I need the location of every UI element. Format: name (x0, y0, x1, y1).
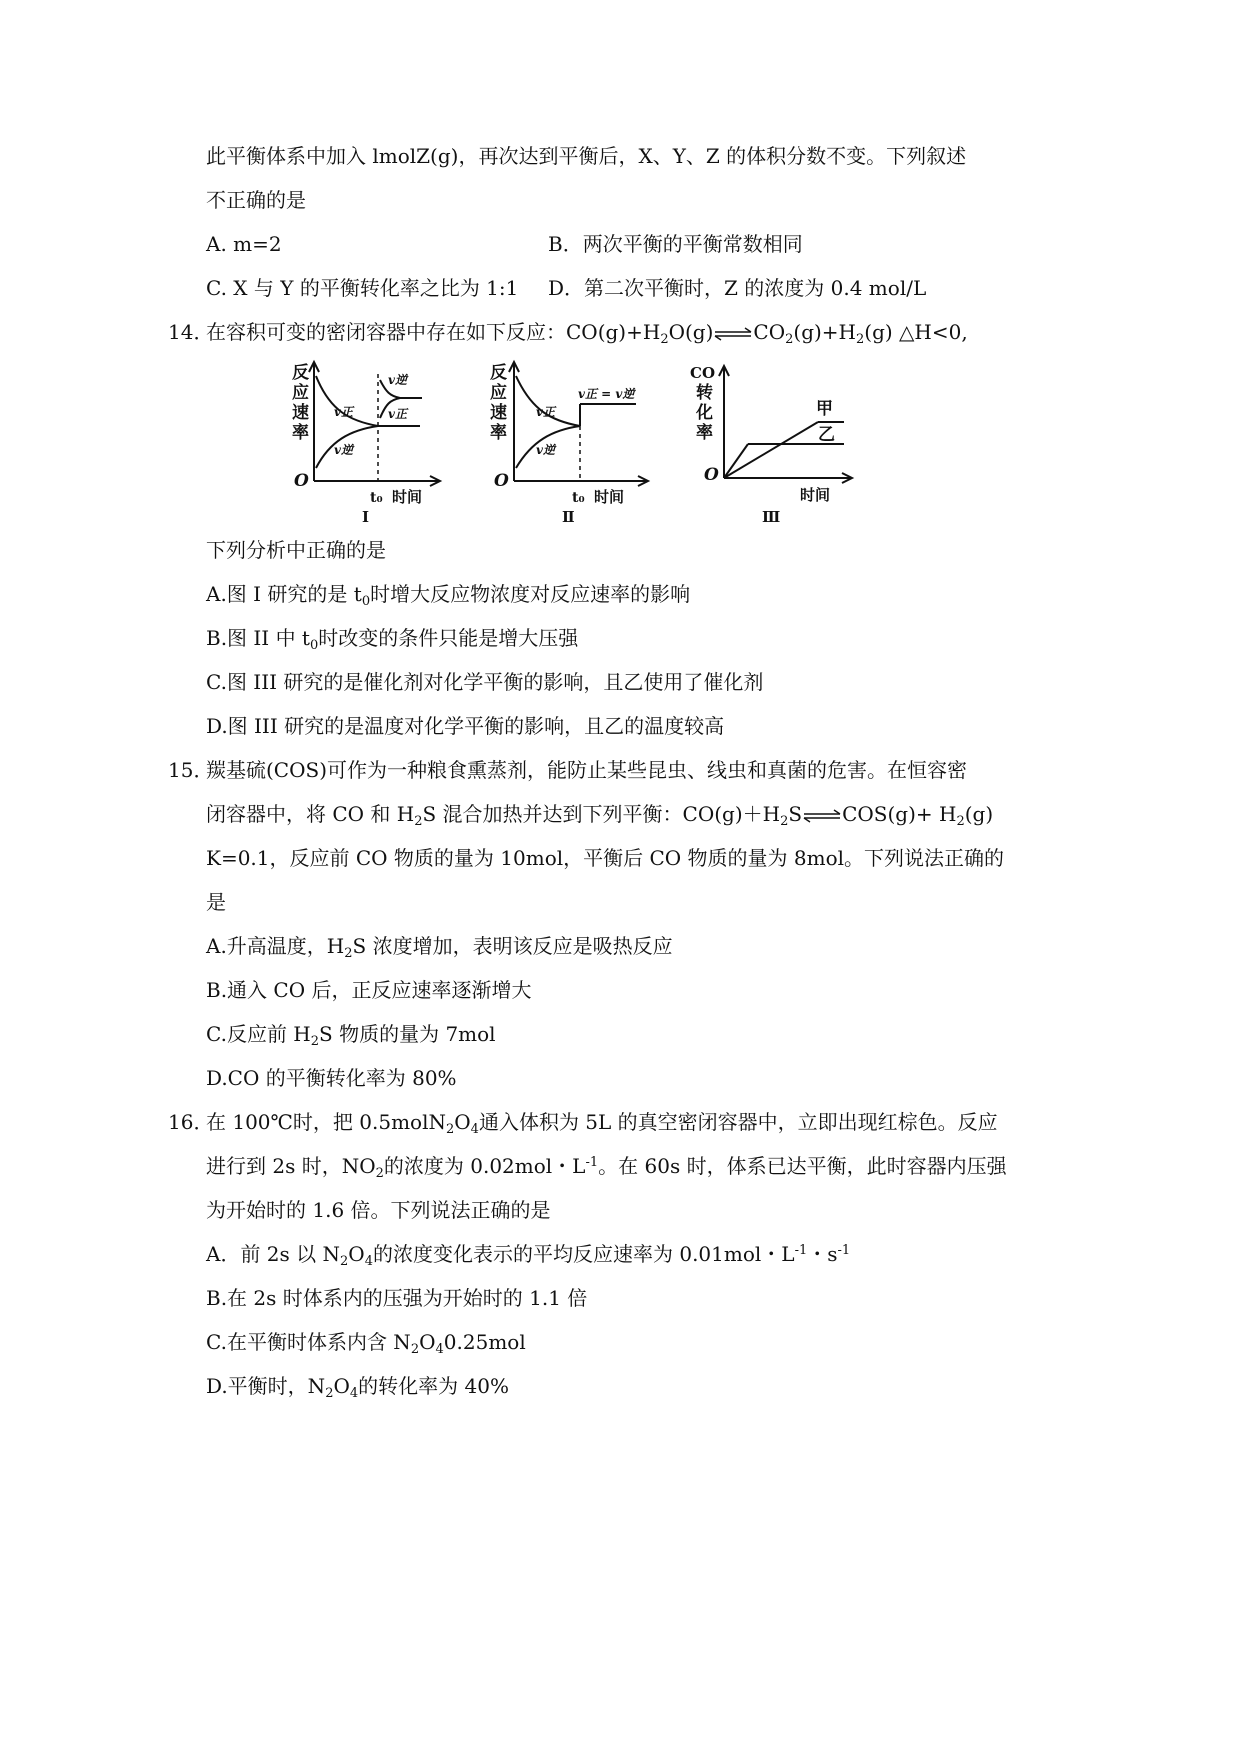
q13-option-c: C. X 与 Y 的平衡转化率之比为 1:1 (206, 276, 519, 300)
fig1-right-top: v逆 (388, 373, 407, 387)
q16-line2: 进行到 2s 时，$NO_2$的浓度为 0.02mol・$L^{-1}$。在 60s 时，体系已达平衡，此时容器内压强 (206, 1154, 1007, 1181)
q15-number: 15． (168, 758, 214, 782)
fig2-t0: t₀ (572, 490, 585, 506)
q15-option-b: B.通入 CO 后，正反应速率逐渐增大 (206, 978, 532, 1002)
q15-line2: 闭容器中，将 CO 和 $H_2S$ 混合加热并达到下列平衡：$CO(g)+H_2S$ $COS(g)+ H_2(g)$ (206, 802, 994, 829)
fig1-numeral: Ⅰ (362, 508, 370, 526)
fig3-xlabel: 时间 (800, 486, 831, 504)
fig1-origin: O (294, 471, 309, 491)
fig1-ylabel-1: 反 (292, 363, 309, 383)
q15-line4: 是 (206, 890, 226, 914)
q14-option-c: C.图 III 研究的是催化剂对化学平衡的影响，且乙使用了催化剂 (206, 670, 764, 694)
fig2-v1: v正 (536, 405, 555, 419)
fig2-origin: O (494, 471, 509, 491)
fig1-ylabel-4: 率 (292, 423, 309, 443)
fig2-ylabel-3: 速 (490, 403, 507, 423)
fig3-curve-yi: 乙 (818, 425, 835, 445)
q15-option-c: C.反应前 $H_2S$ 物质的量为 7mol (206, 1022, 496, 1049)
equilibrium-arrow-icon (713, 327, 753, 341)
fig3-ylabel-4: 率 (696, 423, 713, 443)
fig3-numeral: Ⅲ (762, 508, 781, 526)
fig2-xlabel: 时间 (594, 488, 625, 506)
q15-line1: 羰基硫(COS)可作为一种粮食熏蒸剂，能防止某些昆虫、线虫和真菌的危害。在恒容密 (206, 758, 968, 782)
q14-figures (270, 356, 870, 526)
fig3-ylabel-3: 化 (696, 403, 713, 423)
q13-line1: 此平衡体系中加入 lmolZ(g)，再次达到平衡后，X、Y、Z 的体积分数不变。下列叙述 (206, 144, 967, 168)
q14-option-b: B.图 II 中 $t_0$时改变的条件只能是增大压强 (206, 626, 579, 653)
fig1-xlabel: 时间 (392, 488, 423, 506)
q13-option-d: D．第二次平衡时，Z 的浓度为 0.4 mol/L (548, 276, 927, 300)
fig1-right-bottom: v正 (388, 407, 407, 421)
q14-stem: 在容积可变的密闭容器中存在如下反应：$CO(g)+H_2O(g)$ $CO_2(g)+H_2(g)$ △H<0, (206, 320, 968, 347)
fig2-v2: v逆 (536, 443, 555, 457)
q16-line3: 为开始时的 1.6 倍。下列说法正确的是 (206, 1198, 551, 1222)
q16-option-c: C.在平衡时体系内含 $N_2O_40.25mol$ (206, 1330, 526, 1357)
fig2-ylabel-4: 率 (490, 423, 507, 443)
fig1-v1: v正 (334, 405, 353, 419)
equilibrium-arrow-icon (802, 809, 842, 823)
fig2-numeral: Ⅱ (562, 508, 575, 526)
q16-number: 16． (168, 1110, 214, 1134)
fig3-ylabel-2: 转 (696, 383, 713, 403)
q15-option-d: D.CO 的平衡转化率为 80% (206, 1066, 457, 1090)
figure-2 (509, 362, 648, 486)
q16-option-d: D.平衡时，$N_2O_4$的转化率为 40% (206, 1374, 509, 1401)
q13-line2: 不正确的是 (206, 188, 306, 212)
fig2-ylabel-1: 反 (490, 363, 507, 383)
fig3-ylabel-1: CO (690, 364, 716, 382)
q13-option-a: A. m=2 (206, 232, 282, 256)
q15-line3: K=0.1，反应前 CO 物质的量为 10mol，平衡后 CO 物质的量为 8mol。下列说法正确的 (206, 846, 1005, 870)
figure-1 (309, 362, 440, 486)
fig1-t0: t₀ (370, 490, 383, 506)
q15-option-a: A.升高温度，$H_2S$ 浓度增加，表明该反应是吸热反应 (206, 934, 673, 961)
q16-option-a: A．前 2s 以 $N_2O_4$的浓度变化表示的平均反应速率为 0.01mol・$L^{-1}$・$s^{-1}$ (206, 1242, 851, 1269)
q14-option-a: A.图 I 研究的是 $t_0$时增大反应物浓度对反应速率的影响 (206, 582, 691, 609)
fig2-right-label: v正 = v逆 (578, 387, 635, 401)
fig1-v2: v逆 (334, 443, 353, 457)
q16-line1: 在 100℃时，把 $0.5molN_2O_4$通入体积为 5L 的真空密闭容器中，立即出现红棕色。反应 (206, 1110, 998, 1137)
fig3-curve-jia: 甲 (816, 399, 833, 419)
fig2-ylabel-2: 应 (490, 383, 507, 403)
q14-prompt: 下列分析中正确的是 (206, 538, 386, 562)
q13-option-b: B．两次平衡的平衡常数相同 (548, 232, 803, 256)
fig3-origin: O (704, 465, 719, 485)
q16-option-b: B.在 2s 时体系内的压强为开始时的 1.1 倍 (206, 1286, 588, 1310)
fig1-ylabel-3: 速 (292, 403, 309, 423)
q14-option-d: D.图 III 研究的是温度对化学平衡的影响，且乙的温度较高 (206, 714, 725, 738)
q14-number: 14． (168, 320, 214, 344)
fig1-ylabel-2: 应 (292, 383, 309, 403)
